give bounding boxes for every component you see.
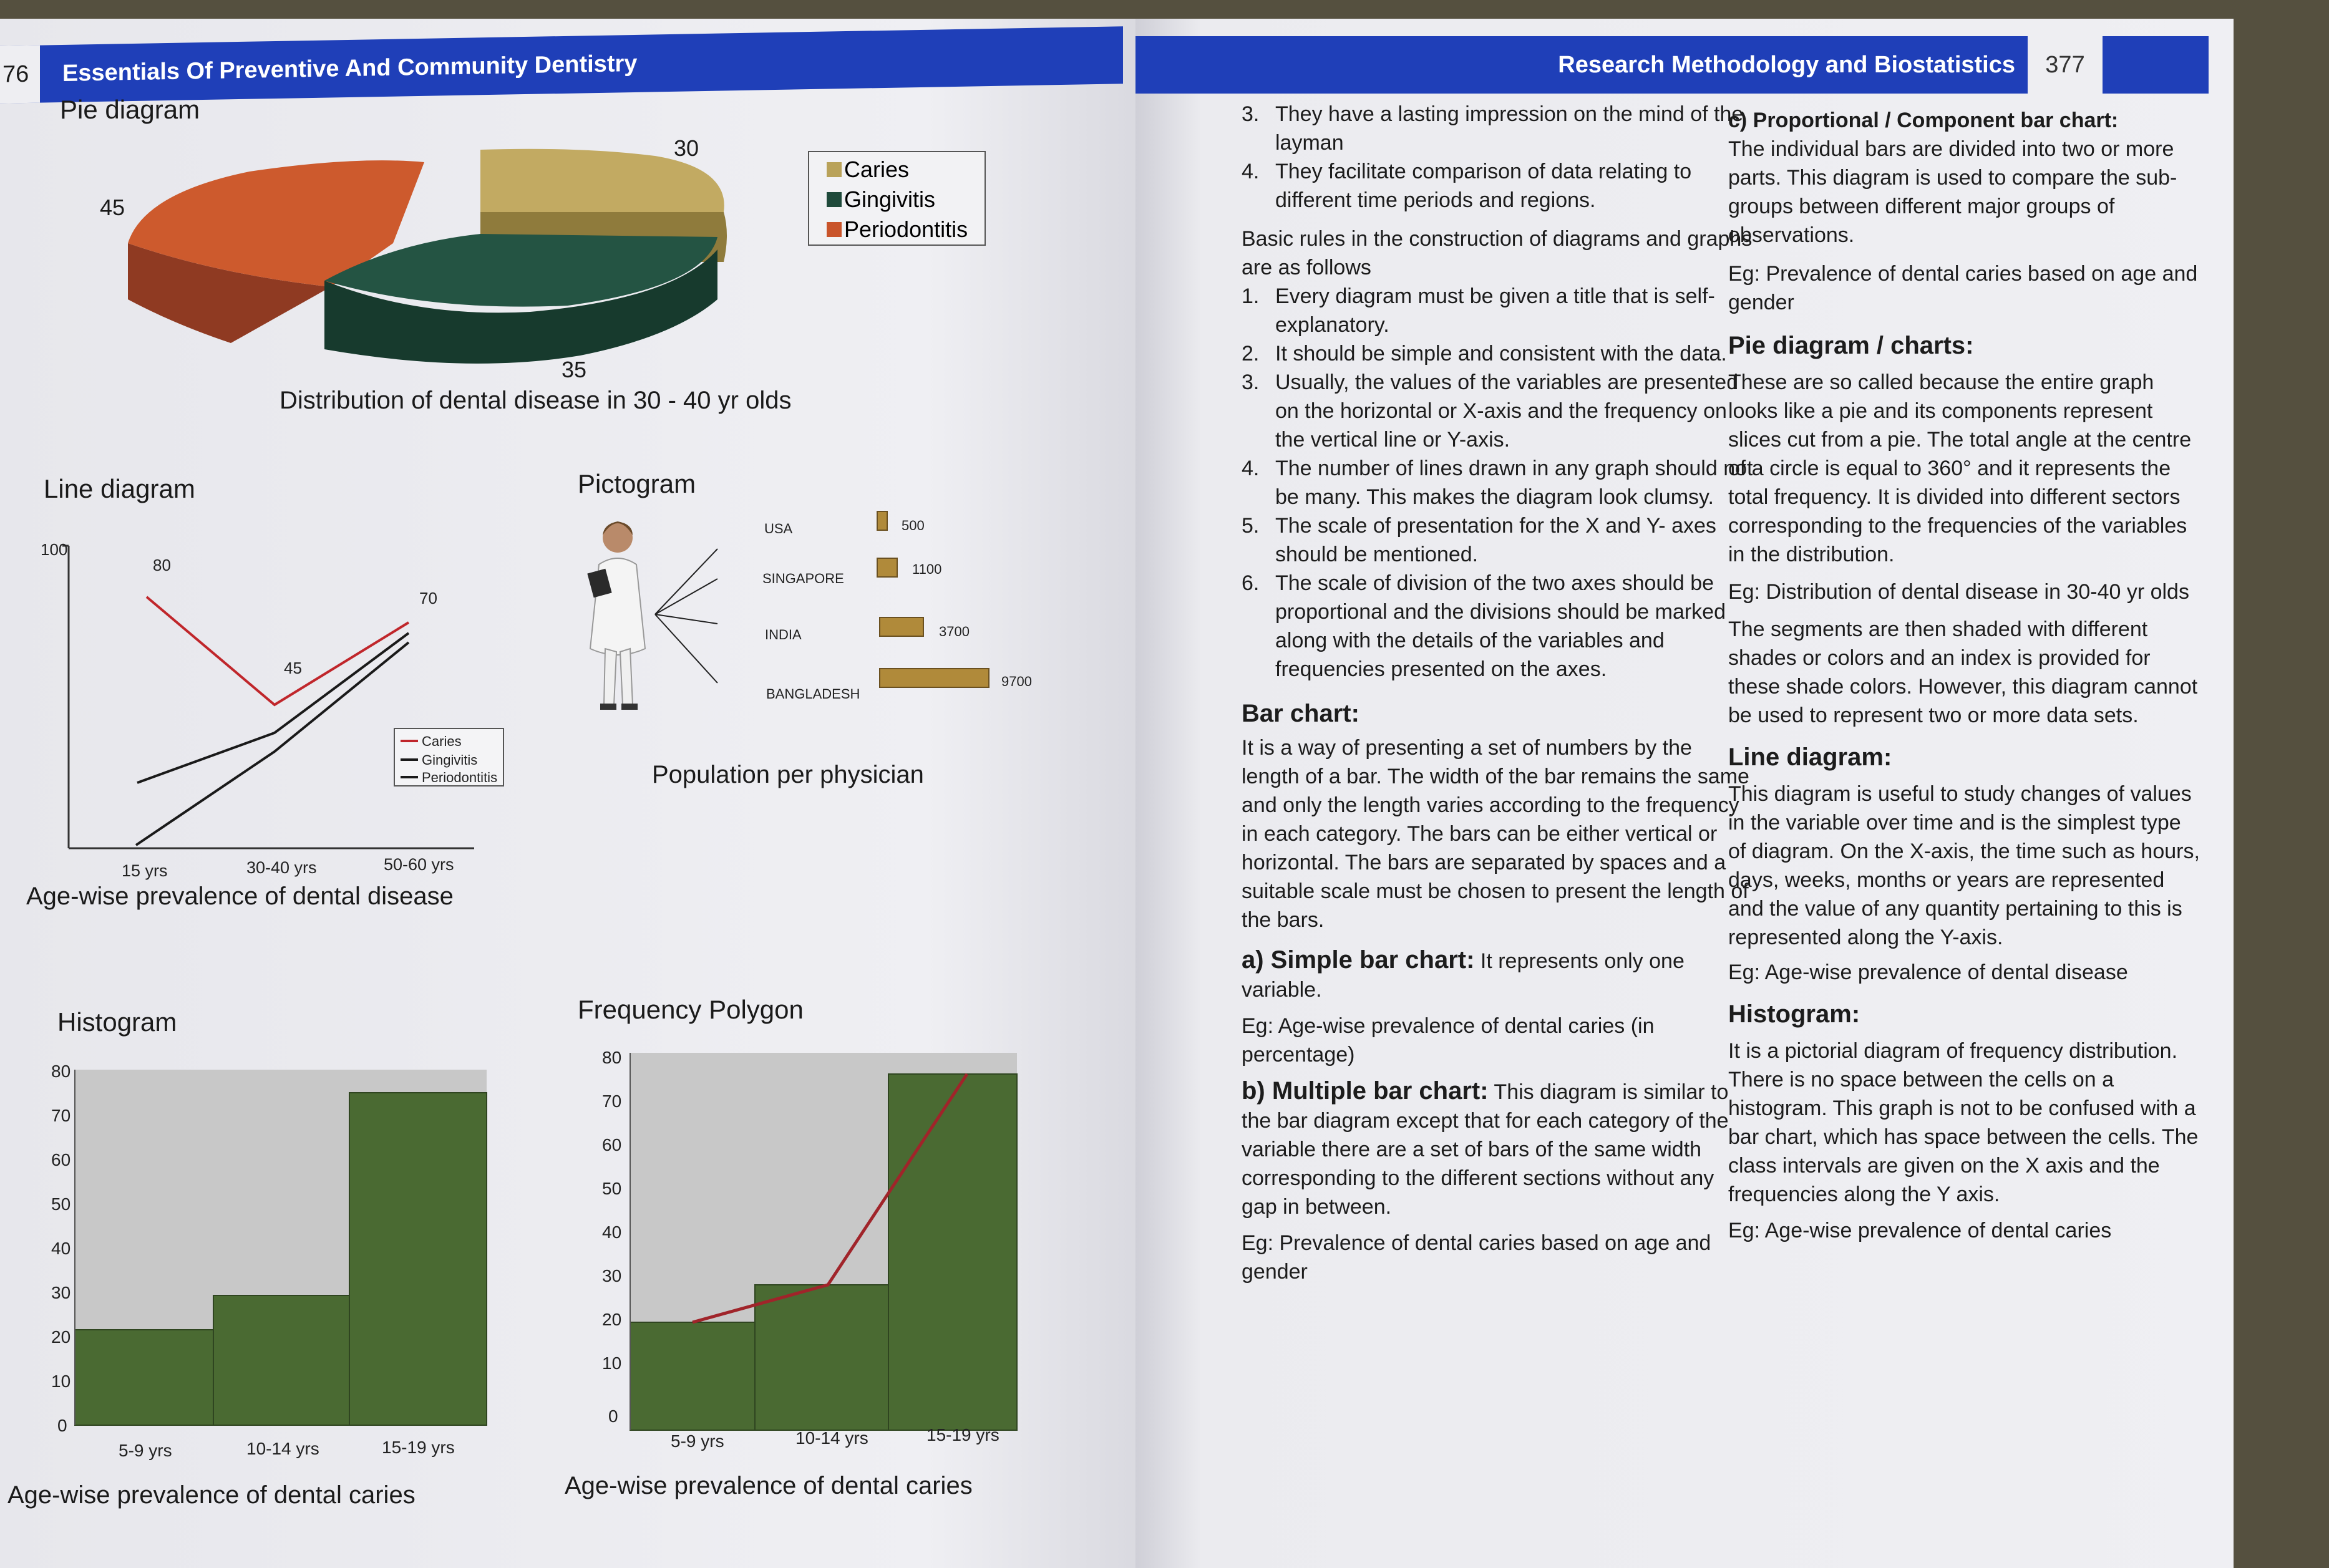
list-item: 2. It should be simple and consistent with the data. xyxy=(1242,342,1727,365)
simple-bar-label: a) Simple bar chart: xyxy=(1242,946,1475,974)
pie-legend-gingivitis: Gingivitis xyxy=(827,185,985,215)
pie-legend-caries: Caries xyxy=(827,155,985,185)
multiple-bar-text: This diagram is similar to the bar diagram except that for each category of the variable there are a set of bars of the same width corresponding to the different sections without any gap in between. xyxy=(1242,1080,1729,1219)
right-column-2 xyxy=(1728,106,2202,1245)
pie-legend xyxy=(808,151,986,246)
doctor-figure-icon xyxy=(587,521,645,710)
histogram-text: It is a pictorial diagram of frequency distribution. There is no space between the cells on a histogram. This graph is not to be confused with a bar chart, which has space between the cells. The class intervals are given on the X axis and the frequencies along the Y axis. xyxy=(1728,1039,2199,1206)
polygon-bar-15-19 xyxy=(888,1074,1017,1430)
pictogram-country-india: INDIA xyxy=(765,627,802,642)
pie-heading: Pie diagram / charts: xyxy=(1728,332,1974,359)
polygon-ytick-10: 10 xyxy=(602,1353,622,1373)
right-running-header xyxy=(1135,36,2209,94)
histogram-chart xyxy=(25,1048,518,1472)
histogram-title: Histogram xyxy=(57,1007,177,1037)
pie-legend-periodontitis: Periodontitis xyxy=(827,215,985,244)
list-item: 4. The number of lines drawn in any graph should not be many. This makes the diagram look clumsy. xyxy=(1242,457,1753,509)
histogram-bar-5-9 xyxy=(75,1330,213,1425)
pictogram-country-usa: USA xyxy=(764,521,793,536)
polygon-ytick-0: 0 xyxy=(608,1406,618,1426)
histogram-ytick-50: 50 xyxy=(51,1194,71,1214)
list-item: 1. Every diagram must be given a title that is self- explanatory. xyxy=(1242,284,1715,337)
polygon-ytick-70: 70 xyxy=(602,1091,622,1111)
right-folio: 377 xyxy=(2028,36,2103,94)
histogram-ytick-60: 60 xyxy=(51,1150,71,1169)
polygon-ytick-30: 30 xyxy=(602,1266,622,1285)
left-running-header xyxy=(0,26,1123,103)
line-label-70: 70 xyxy=(419,589,437,607)
polygon-title: Frequency Polygon xyxy=(578,995,804,1024)
simple-bar-chart xyxy=(1242,946,1753,1004)
polygon-caption: Age-wise prevalence of dental caries xyxy=(565,1472,973,1499)
pie-text: These are so called because the entire graph looks like a pie and its components represent slices cut from a pie. The total angle at the centre of a circle is equal to 360° and it represents the total frequency. It is divided into different sectors corresponding to the frequencies of the variables in the distribution. xyxy=(1728,370,2192,566)
line-heading: Line diagram: xyxy=(1728,743,1892,771)
rules-intro: Basic rules in the construction of diagrams and graphs are as follows xyxy=(1242,227,1753,279)
pictogram-bar-usa xyxy=(877,511,887,530)
pictogram-value-bangladesh: 9700 xyxy=(1001,674,1032,689)
histogram-bar-10-14 xyxy=(213,1295,349,1425)
histogram-ytick-80: 80 xyxy=(51,1062,71,1081)
list-item: 4. They facilitate comparison of data relating to different time periods and regions. xyxy=(1242,160,1692,212)
polygon-bar-10-14 xyxy=(755,1285,888,1430)
right-page xyxy=(1135,19,2234,1568)
polygon-ytick-40: 40 xyxy=(602,1222,622,1242)
multiple-bar-chart xyxy=(1242,1077,1753,1221)
histogram-ytick-30: 30 xyxy=(51,1283,71,1302)
right-running-head: Research Methodology and Biostatistics xyxy=(1558,52,2015,78)
line-x-label-15: 15 yrs xyxy=(122,861,168,880)
line-eg: Eg: Age-wise prevalence of dental disease xyxy=(1728,961,2128,984)
proportional-bar-label: c) Proportional / Component bar chart: xyxy=(1728,109,2119,132)
histogram-ytick-10: 10 xyxy=(51,1372,71,1391)
list-item: 5. The scale of presentation for the X and Y- axes should be mentioned. xyxy=(1242,514,1716,566)
histogram-x-label-10-14: 10-14 yrs xyxy=(246,1439,319,1458)
histogram-x-label-15-19: 15-19 yrs xyxy=(382,1438,455,1457)
polygon-ytick-50: 50 xyxy=(602,1179,622,1198)
proportional-bar-text: The individual bars are divided into two or more parts. This diagram is used to compare the sub-groups between different major groups of observations. xyxy=(1728,137,2177,247)
line-legend-gingivitis: Gingivitis xyxy=(422,752,478,768)
pictogram-title: Pictogram xyxy=(578,469,696,498)
pie-title: Pie diagram xyxy=(60,95,200,124)
line-legend-caries: Caries xyxy=(422,733,462,749)
line-series-periodontitis xyxy=(136,642,409,845)
pie-text-2: The segments are then shaded with different shades or colors and an index is provided for these shade colors. However, this diagram cannot be used to represent two or more data sets. xyxy=(1728,617,2198,727)
pie-caption: Distribution of dental disease in 30 - 40 yr olds xyxy=(280,387,792,414)
polygon-x-label-15-19: 15-19 yrs xyxy=(926,1425,999,1445)
pie-label-gingivitis: 35 xyxy=(562,357,587,382)
pie-label-periodontitis: 45 xyxy=(100,195,125,220)
histogram-heading: Histogram: xyxy=(1728,1000,1860,1028)
left-folio: 76 xyxy=(0,46,40,104)
list-item: 3. They have a lasting impression on the mind of the layman xyxy=(1242,102,1744,155)
line-chart xyxy=(25,518,524,892)
pictogram-bar-india xyxy=(880,617,923,636)
polygon-x-label-5-9: 5-9 yrs xyxy=(671,1431,724,1451)
line-series-gingivitis xyxy=(137,633,409,783)
pictogram-bar-bangladesh xyxy=(880,669,989,687)
line-label-80: 80 xyxy=(153,556,171,574)
simple-bar-eg: Eg: Age-wise prevalence of dental caries (in percentage) xyxy=(1242,1014,1655,1067)
histogram-bar-15-19 xyxy=(349,1093,487,1425)
polygon-x-label-10-14: 10-14 yrs xyxy=(795,1428,868,1448)
histogram-ytick-0: 0 xyxy=(57,1416,67,1435)
line-x-label-30-40: 30-40 yrs xyxy=(246,858,317,877)
pie-label-caries: 30 xyxy=(674,135,699,161)
left-page xyxy=(0,19,1160,1568)
pictogram-value-usa: 500 xyxy=(902,518,925,533)
histogram-x-label-5-9: 5-9 yrs xyxy=(119,1441,172,1460)
pictogram-value-singapore: 1100 xyxy=(912,561,942,577)
histogram-ytick-70: 70 xyxy=(51,1106,71,1125)
histogram-ytick-40: 40 xyxy=(51,1239,71,1258)
pictogram-caption: Population per physician xyxy=(652,761,924,788)
left-running-head: Essentials Of Preventive And Community Dentistry xyxy=(62,50,638,87)
line-text: This diagram is useful to study changes of values in the variable over time and is the simplest type of diagram. On the X-axis, the time such as hours, days, weeks, months or years are represented and the value of any quantity pertaining to this is represented along the Y-axis. xyxy=(1728,782,2200,949)
histogram-ytick-20: 20 xyxy=(51,1327,71,1347)
pictogram-country-singapore: SINGAPORE xyxy=(762,571,844,586)
polygon-bar-5-9 xyxy=(630,1322,755,1430)
line-title: Line diagram xyxy=(44,474,195,503)
pictogram-chart xyxy=(568,505,1067,730)
multiple-bar-label: b) Multiple bar chart: xyxy=(1242,1077,1489,1105)
right-column-1 xyxy=(1242,100,1753,1286)
polygon-ytick-60: 60 xyxy=(602,1135,622,1154)
pie-eg: Eg: Distribution of dental disease in 30-40 yr olds xyxy=(1728,580,2189,604)
histogram-eg: Eg: Age-wise prevalence of dental caries xyxy=(1728,1219,2112,1242)
line-label-45: 45 xyxy=(284,659,302,677)
list-item: 6. The scale of division of the two axes should be proportional and the divisions should be marked along with the details of the variables and frequencies presented on the axes. xyxy=(1242,571,1726,681)
pictogram-bar-singapore xyxy=(877,558,897,577)
proportional-bar-eg: Eg: Prevalence of dental caries based on age and gender xyxy=(1728,262,2198,314)
line-caption: Age-wise prevalence of dental disease xyxy=(26,883,454,910)
polygon-chart xyxy=(568,1042,1067,1466)
simple-bar-text: It represents only one variable. xyxy=(1242,949,1685,1002)
bar-chart-text: It is a way of presenting a set of numbers by the length of a bar. The width of the bar remains the same and only the length varies according to the frequency in each category. The bars can be either vertical or horizontal. The bars are separated by spaces and a suitable scale must be chosen to present the length of the bars. xyxy=(1242,736,1749,932)
line-y-max-label: 100 xyxy=(41,540,68,559)
polygon-ytick-80: 80 xyxy=(602,1048,622,1067)
line-x-label-50-60: 50-60 yrs xyxy=(384,855,454,874)
pictogram-country-bangladesh: BANGLADESH xyxy=(766,686,860,702)
polygon-ytick-20: 20 xyxy=(602,1310,622,1329)
line-legend-periodontitis: Periodontitis xyxy=(422,770,498,785)
multiple-bar-eg: Eg: Prevalence of dental caries based on age and gender xyxy=(1242,1231,1711,1284)
bar-chart-heading: Bar chart: xyxy=(1242,700,1359,727)
histogram-caption: Age-wise prevalence of dental caries xyxy=(7,1481,416,1509)
line-series-caries xyxy=(147,597,409,705)
list-item: 3. Usually, the values of the variables are presented on the horizontal or X-axis and the frequency on the vertical line or Y-axis. xyxy=(1242,370,1739,452)
pictogram-value-india: 3700 xyxy=(939,624,970,639)
